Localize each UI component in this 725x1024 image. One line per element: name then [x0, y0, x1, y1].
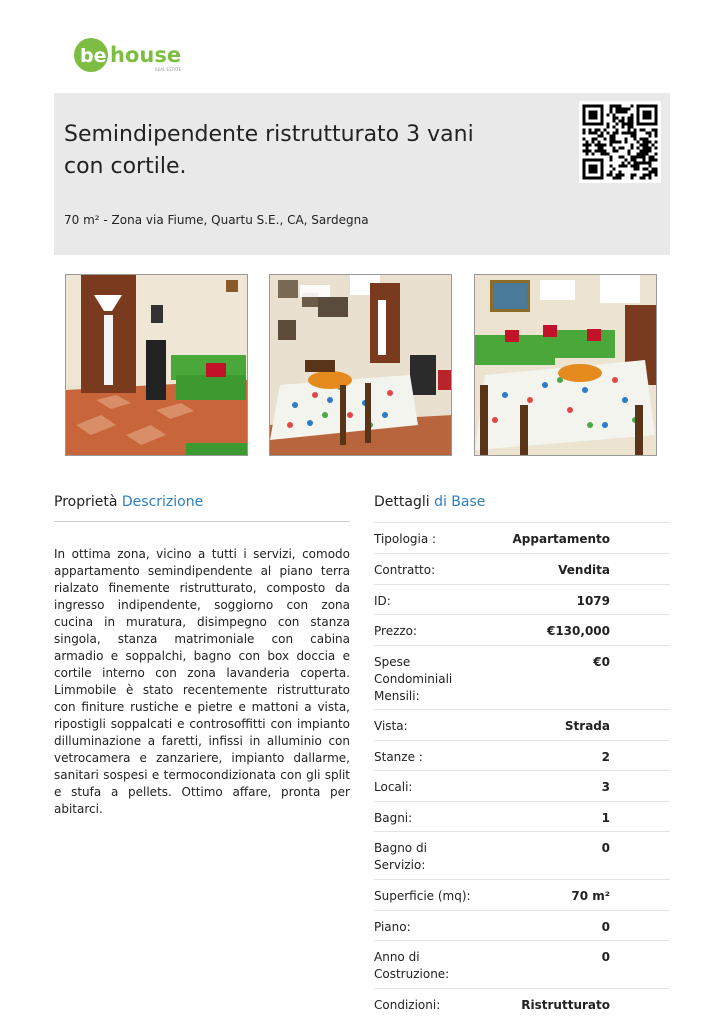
detail-value: 3	[601, 780, 610, 794]
details-heading-accent: di Base	[434, 494, 486, 510]
detail-label: ID:	[374, 594, 391, 608]
detail-row-contratto	[374, 553, 670, 584]
details-table	[374, 522, 670, 1019]
detail-label: Tipologia :	[374, 532, 437, 546]
detail-row-vista	[374, 709, 670, 740]
listing-title: Semindipendente ristrutturato 3 vani con cortile.	[64, 122, 474, 179]
description-heading-accent: Descrizione	[121, 494, 204, 510]
detail-label: Superficie (mq):	[374, 889, 471, 903]
detail-row-condizioni	[374, 988, 670, 1019]
description-divider	[54, 521, 350, 522]
detail-value: 2	[601, 750, 610, 764]
logo-tagline: REAL ESTATE	[155, 67, 182, 72]
detail-label: Vista:	[374, 719, 408, 733]
detail-row-bagni	[374, 801, 670, 831]
detail-value: 0	[601, 950, 610, 964]
photo-living[interactable]	[474, 274, 657, 456]
detail-row-tipologia	[374, 522, 670, 553]
detail-row-anno	[374, 940, 670, 988]
detail-label: Stanze :	[374, 750, 423, 764]
detail-label: Anno di Costruzione:	[374, 950, 450, 981]
detail-row-spese	[374, 645, 670, 709]
photo-gallery	[65, 274, 657, 456]
detail-row-locali	[374, 770, 670, 801]
detail-value: Vendita	[558, 563, 610, 577]
detail-value: Appartamento	[512, 532, 610, 546]
detail-label: Condizioni:	[374, 998, 441, 1012]
detail-value: Ristrutturato	[521, 998, 610, 1012]
qr-code-icon	[579, 101, 661, 183]
details-heading	[374, 494, 485, 510]
detail-row-bagno-servizio	[374, 831, 670, 879]
detail-row-stanze	[374, 740, 670, 770]
detail-value: 1079	[576, 594, 610, 608]
detail-value: Strada	[564, 719, 610, 733]
detail-value: €130,000	[546, 624, 610, 638]
detail-label: Locali:	[374, 780, 413, 794]
detail-row-superficie	[374, 879, 670, 910]
description-heading	[54, 494, 203, 510]
details-heading-plain: Dettagli	[374, 494, 430, 510]
detail-label: Spese Condominiali Mensili:	[374, 655, 453, 703]
photo-dining[interactable]	[269, 274, 452, 456]
detail-label: Contratto:	[374, 563, 436, 577]
description-text: In ottima zona, vicino a tutti i servizi, comodo appartamento semindipendente al piano terra rialzato finemente ristrutturato, composto da ingresso indipendente, soggiorno con zona cucina in muratura, disimpegno con stanza singola, stanza matrimoniale con cabina armadio e soppalchi, bagno con box doccia e cortile interno con zona lavanderia coperta. Limmobile è stato recentemente ristrutturato con finiture rustiche e pietre e mattoni a vista, ripostigli soppalcati e controsoffitti con impianto dilluminazione a faretti, infissi in alluminio con vetrocamera e zanzariere, impianto dallarme, sanitari sospesi e termocondizionata con gli split e stufa a pellets. Ottimo affare, pronta per abitarci.	[54, 547, 350, 816]
detail-row-id	[374, 584, 670, 614]
detail-row-piano	[374, 910, 670, 940]
logo-be: be	[80, 45, 107, 67]
detail-label: Piano:	[374, 920, 411, 934]
detail-value: 70 m²	[571, 889, 610, 903]
detail-label: Bagno di Servizio:	[374, 841, 427, 872]
detail-row-prezzo	[374, 614, 670, 645]
detail-value: 1	[601, 811, 610, 825]
detail-value: 0	[601, 920, 610, 934]
detail-label: Prezzo:	[374, 624, 418, 638]
photo-entrance[interactable]	[65, 274, 248, 456]
listing-subtitle: 70 m² - Zona via Fiume, Quartu S.E., CA, Sardegna	[64, 213, 369, 227]
detail-value: 0	[601, 841, 610, 855]
behouse-logo[interactable]	[73, 37, 203, 77]
logo-house: house	[110, 43, 182, 67]
detail-value: €0	[593, 655, 610, 669]
listing-header	[54, 93, 670, 255]
description-heading-plain: Proprietà	[54, 494, 118, 510]
detail-label: Bagni:	[374, 811, 413, 825]
